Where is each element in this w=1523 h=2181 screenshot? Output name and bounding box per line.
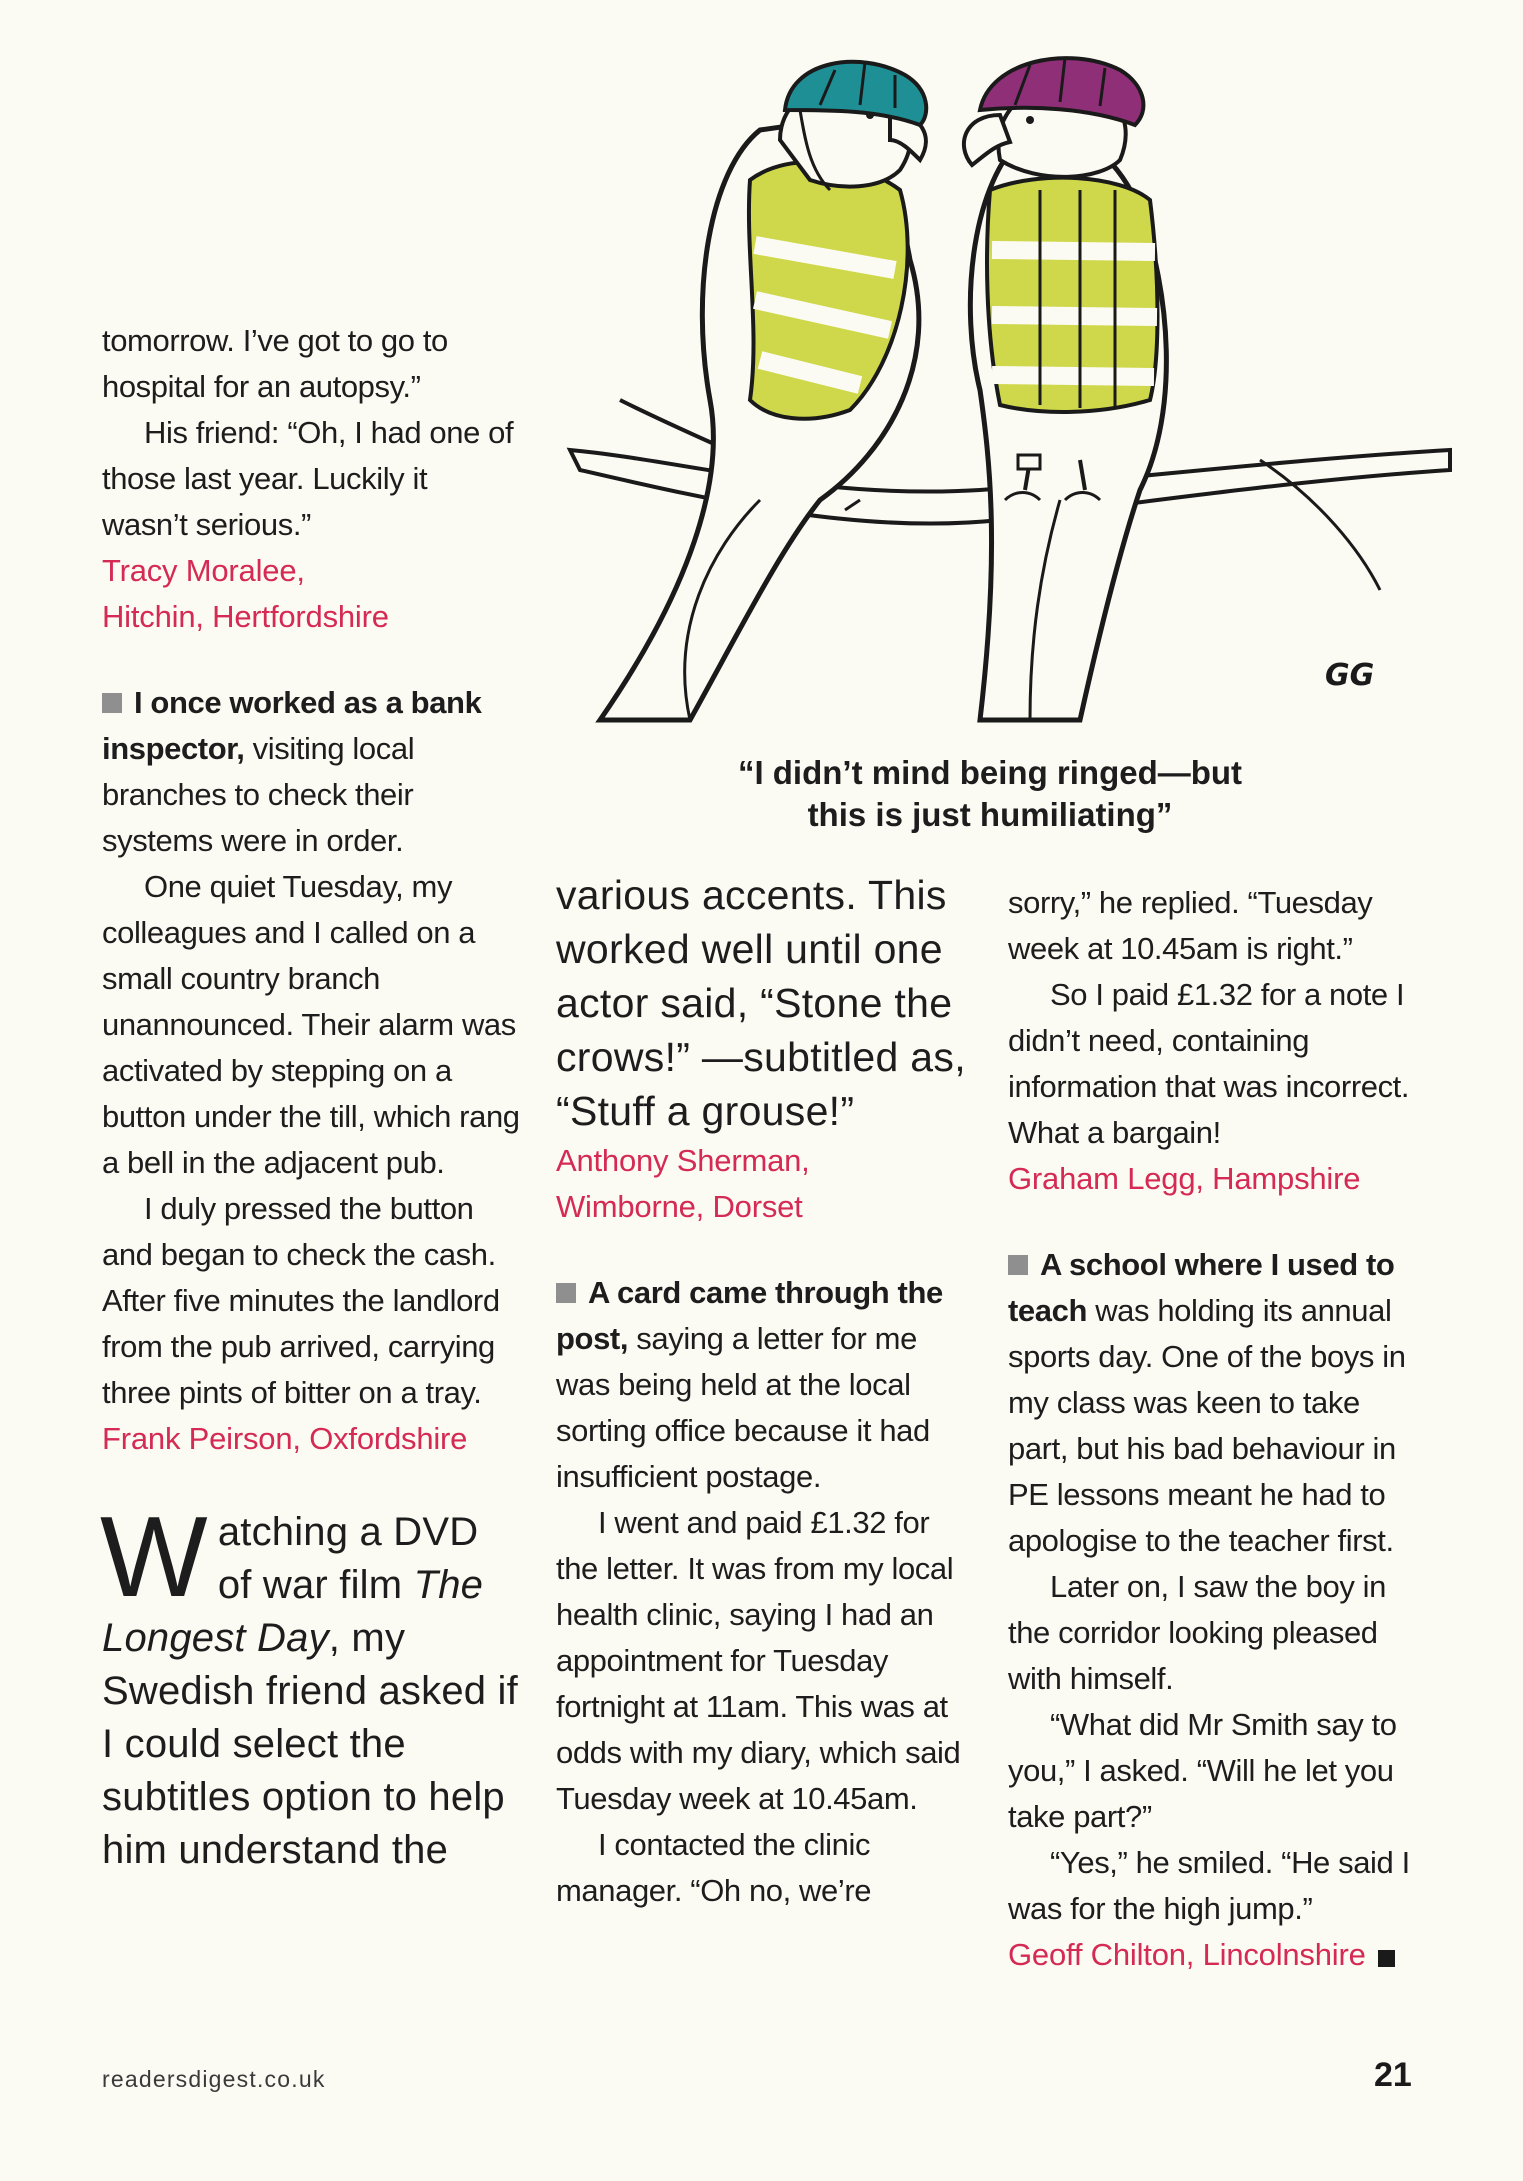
story5-paragraph-2: Later on, I saw the boy in the corridor looking pleased with himself.: [1008, 1569, 1386, 1696]
caption-line-2: this is just humiliating”: [807, 796, 1173, 833]
story5-credit-line: [1008, 1932, 1428, 1978]
story4-paragraph-1: [556, 1270, 976, 1500]
story1-continuation: tomorrow. I’ve got to go to hospital for an autopsy.”: [102, 323, 448, 404]
story3-continuation: various accents. This worked well until one actor said, “Stone the crows!” —subtitled as, “Stuff a grouse!”: [556, 872, 966, 1134]
story5-lead: A school where I used to teach: [1008, 1247, 1395, 1328]
story4-text: saying a letter for me was being held at the local sorting office because it had insufficient postage.: [556, 1321, 930, 1494]
column-3: [1008, 880, 1428, 1978]
bullet-square-icon: [556, 1283, 576, 1303]
column-2: [556, 872, 976, 1914]
intro-text-2: , my Swedish friend asked if I could select the subtitles option to help him understand the: [102, 1616, 518, 1872]
story4-lead: A card came through the post,: [556, 1275, 943, 1356]
story2-paragraph-3: I duly pressed the button and began to check the cash. After five minutes the landlord from the pub arrived, carrying three pints of bitter on a tray.: [102, 1191, 500, 1410]
story1-paragraph-2: His friend: “Oh, I had one of those last year. Luckily it wasn’t serious.”: [102, 415, 514, 542]
story4-paragraph-4: So I paid £1.32 for a note I didn’t need, containing information that was incorrect. What a bargain!: [1008, 977, 1410, 1150]
cartoon-illustration: [560, 30, 1460, 750]
story2-paragraph-2: One quiet Tuesday, my colleagues and I called on a small country branch unannounced. Their alarm was activated by stepping on a button under the till, which rang a bell in the adjacent pub.: [102, 869, 520, 1180]
story3-credit-name: Anthony Sherman,: [556, 1143, 810, 1178]
cartoon-signature: GG: [1325, 658, 1375, 693]
footer-url: readersdigest.co.uk: [102, 2066, 326, 2092]
story4-paragraph-2: I went and paid £1.32 for the letter. It was from my local health clinic, saying I had an appointment for Tuesday fortnight at 11am. This was at odds with my diary, which said Tuesday week at 10.45am.: [556, 1505, 961, 1816]
column-1: [102, 318, 520, 1877]
story2-credit: Frank Peirson, Oxfordshire: [102, 1421, 468, 1456]
story3-credit-place: Wimborne, Dorset: [556, 1189, 803, 1224]
left-bird: [600, 62, 926, 720]
story5-paragraph-3: “What did Mr Smith say to you,” I asked. “Will he let you take part?”: [1008, 1707, 1397, 1834]
story1-credit-place: Hitchin, Hertfordshire: [102, 599, 389, 634]
story4-credit: Graham Legg, Hampshire: [1008, 1161, 1361, 1196]
right-bird: [964, 58, 1166, 720]
story2-paragraph-1: [102, 680, 520, 864]
cartoon-caption: [640, 752, 1340, 836]
story4-continuation: sorry,” he replied. “Tuesday week at 10.45am is right.”: [1008, 885, 1373, 966]
story1-credit-name: Tracy Moralee,: [102, 553, 305, 588]
story5-text: was holding its annual sports day. One of the boys in my class was keen to take part, but his bad behaviour in PE lessons meant he had to apologise to the teacher first.: [1008, 1293, 1406, 1558]
end-mark-icon: [1378, 1950, 1395, 1967]
story4-paragraph-3: I contacted the clinic manager. “Oh no, we’re: [556, 1827, 872, 1908]
caption-line-1: “I didn’t mind being ringed—but: [737, 754, 1243, 791]
story5-credit: Geoff Chilton, Lincolnshire: [1008, 1937, 1366, 1972]
drop-cap: W: [100, 1494, 208, 1621]
page-number: 21: [1374, 2056, 1412, 2094]
story5-paragraph-4: “Yes,” he smiled. “He said I was for the high jump.”: [1008, 1845, 1410, 1926]
film-title: The Longest Day: [102, 1563, 484, 1660]
story5-paragraph-1: [1008, 1242, 1428, 1564]
bullet-square-icon: [1008, 1255, 1028, 1275]
intro-text-1: atching a DVD of war film: [217, 1510, 479, 1607]
story2-text: visiting local branches to check their systems were in order.: [102, 731, 415, 858]
bullet-square-icon: [102, 693, 122, 713]
story3-intro: [100, 1494, 520, 1877]
story2-lead: I once worked as a bank inspector,: [102, 685, 482, 766]
